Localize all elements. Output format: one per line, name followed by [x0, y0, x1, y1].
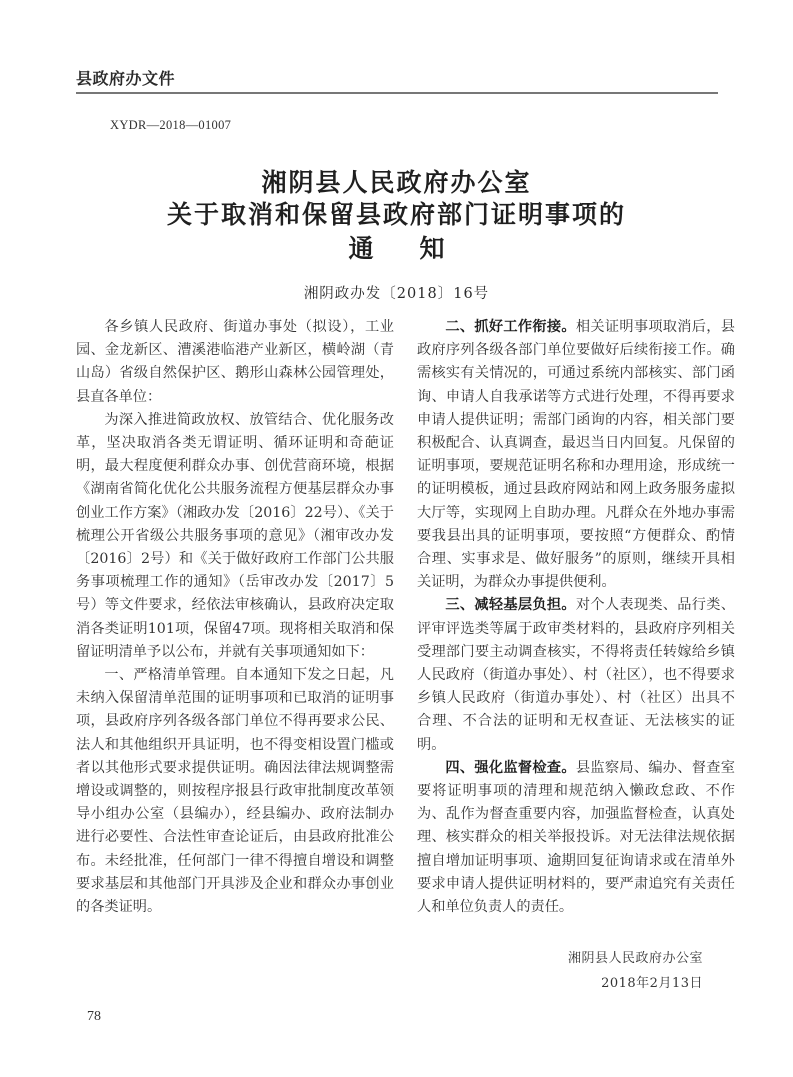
section-2-text: 相关证明事项取消后，县政府序列各级各部门单位要做好后续衔接工作。确需核实有关情况的，可通过系统内部核实、部门函询、申请人自我承诺等方式进行处理，不得再要求申请人提供证明；需部门函询的内容，相关部门要积极配合、认真调查，最迟当日内回复。凡保留的证明事项，要规范证明名称和办理用途，形成统一的证明模板，通过县政府网站和网上政务服务虚拟大厅等，实现网上自助办理。凡群众在外地办事需要我县出具的证明事项，要按照“方便群众、酌情合理、实事求是、做好服务”的原则，继续开具相关证明，为群众办事提供便利。	[417, 319, 735, 591]
section-1-heading: 一、严格清单管理。	[104, 667, 235, 684]
header-rule	[76, 92, 718, 94]
section-3-text: 对个人表现类、品行类、评审评选类等属于政审类材料的，县政府序列相关受理部门要主动调查核实，不得将责任转嫁给乡镇人民政府（街道办事处）、村（社区），也不得要求乡镇人民政府（街道办事处）、村（社区）出具不合理、不合法的证明和无权查证、无法核实的证明。	[417, 597, 735, 753]
section-2	[417, 316, 735, 594]
page-number: 78	[87, 1009, 101, 1024]
section-2-heading: 二、抓好工作衔接。	[445, 319, 576, 335]
running-head: 县政府办文件	[76, 69, 176, 88]
section-1-text: 自本通知下发之日起，凡未纳入保留清单范围的证明事项和已取消的证明事项，县政府序列各级各部门单位不得再要求公民、法人和其他组织开具证明，也不得变相设置门槛或者以其他形式要求提供证明。确因法律法规调整需增设或调整的，则按程序报县行政审批制度改革领导小组办公室（县编办），经县编办、政府法制办进行必要性、合法性审查论证后，由县政府批准公布。未经批准，任何部门一律不得擅自增设和调整要求基层和其他部门开具涉及企业和群众办事创业的各类证明。	[76, 667, 394, 916]
body-column-right	[417, 316, 735, 919]
title-line-1: 湘阴县人民政府办公室	[261, 168, 532, 197]
intro-paragraph: 为深入推进简政放权、放管结合、优化服务改革，坚决取消各类无谓证明、循环证明和奇葩证明，最大程度便利群众办事、创优营商环境，根据《湖南省简化优化公共服务流程方便基层群众办事创业工作方案》（湘政办发〔2016〕22号）、《关于梳理公开省级公共服务事项的意见》（湘审改办发〔2016〕2号）和《关于做好政府工作部门公共服务事项梳理工作的通知》（岳审改办发〔2017〕5号）等文件要求，经依法审核确认，县政府决定取消各类证明101项，保留47项。现将相关取消和保留证明清单予以公布，并就有关事项通知如下：	[76, 411, 394, 660]
salutation: 各乡镇人民政府、街道办事处（拟设），工业园、金龙新区、漕溪港临港产业新区，横岭湖（青山岛）省级自然保护区、鹅形山森林公园管理处，县直各单位：	[76, 319, 394, 405]
signature-issuer: 湘阴县人民政府办公室	[567, 951, 703, 966]
section-4-heading: 四、强化监督检查。	[445, 759, 576, 776]
section-4	[417, 757, 735, 919]
title-line-2: 关于取消和保留县政府部门证明事项的	[166, 200, 626, 229]
section-4-text: 县监察局、编办、督查室要将证明事项的清理和规范纳入懒政怠政、不作为、乱作为督查重要内容，加强监督检查，认真处理、核实群众的相关举报投诉。对无法律法规依据擅自增加证明事项、逾期回复征询请求或在清单外要求申请人提供证明材料的，要严肃追究有关责任人和单位负责人的责任。	[417, 759, 735, 916]
signature-date: 2018年2月13日	[601, 976, 703, 991]
document-number: 湘阴政办发〔2018〕16号	[303, 286, 490, 302]
section-1	[76, 664, 394, 919]
title-line-3: 通知	[348, 234, 491, 263]
body-column-left	[76, 316, 394, 919]
document-code: XYDR—2018—01007	[110, 118, 232, 132]
section-3	[417, 594, 735, 756]
section-3-heading: 三、减轻基层负担。	[445, 597, 576, 614]
signature-block	[568, 946, 703, 996]
